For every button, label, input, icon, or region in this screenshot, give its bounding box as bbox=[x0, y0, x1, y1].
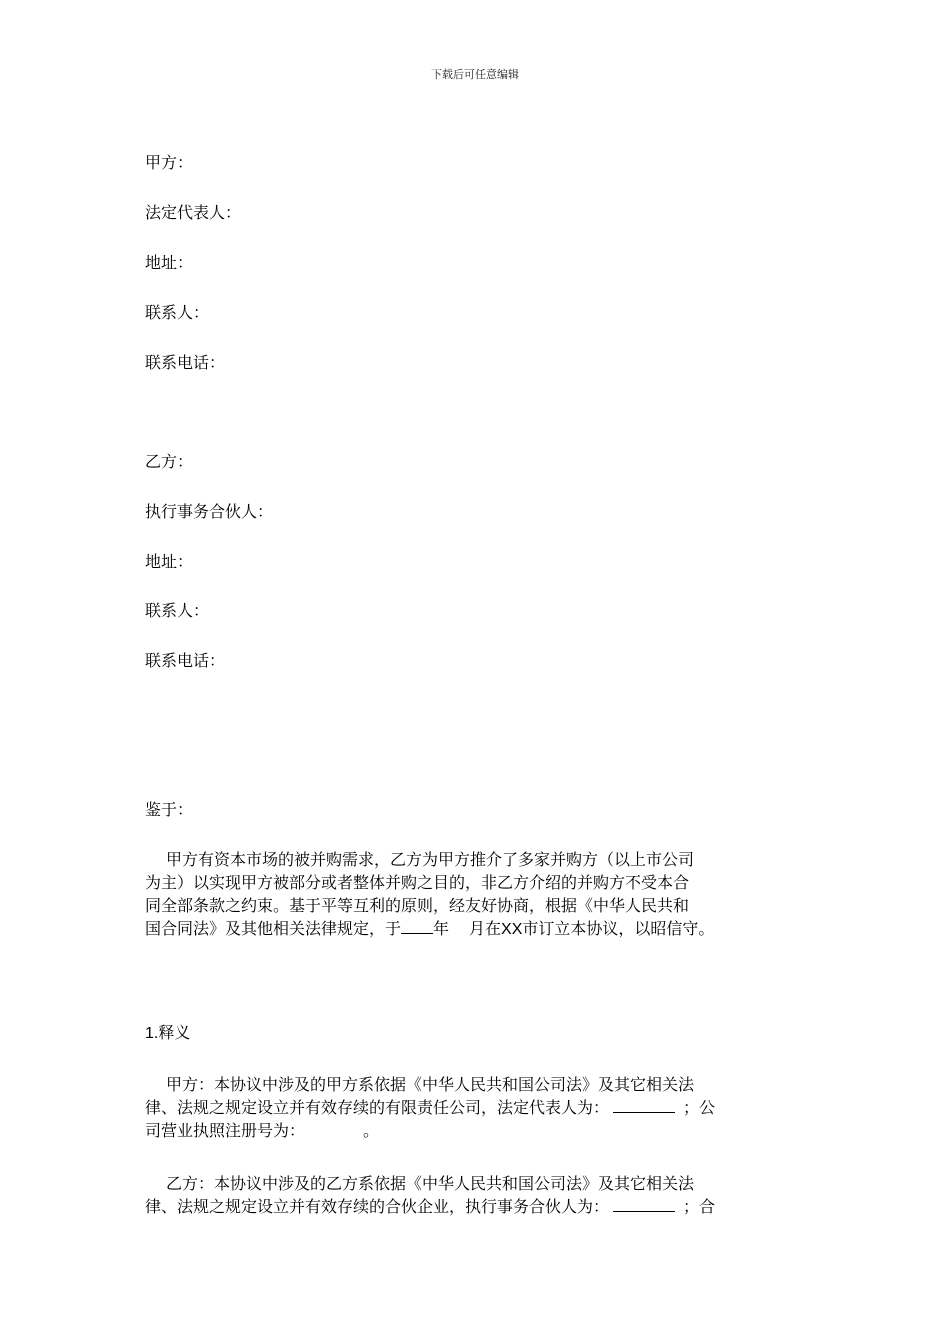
whereas-line-4-a: 国合同法》及其他相关法律规定，于 bbox=[145, 919, 402, 938]
party-b-phone: 联系电话： bbox=[145, 651, 226, 670]
party-b-address: 地址： bbox=[145, 552, 194, 571]
whereas-line-4 bbox=[145, 917, 815, 940]
page-header: 下载后可任意编辑 bbox=[431, 68, 519, 81]
def-a-line-2-a: 律、法规之规定设立并有效存续的有限责任公司，法定代表人为： bbox=[145, 1098, 610, 1117]
def-b-line-2-a: 律、法规之规定设立并有效存续的合伙企业，执行事务合伙人为： bbox=[145, 1197, 610, 1216]
section-1-number: 1. bbox=[145, 1025, 159, 1042]
section-1-text: 释义 bbox=[158, 1023, 191, 1042]
whereas-title: 鉴于： bbox=[145, 800, 194, 819]
exec-partner-blank bbox=[613, 1195, 675, 1212]
whereas-line-2: 为主）以实现甲方被部分或者整体并购之目的，非乙方介绍的并购方不受本合 bbox=[145, 873, 690, 892]
legal-rep-blank bbox=[613, 1096, 675, 1113]
whereas-line-4-d: 市订立本协议，以昭信守。 bbox=[522, 919, 715, 938]
whereas-month-word: 月在 bbox=[469, 919, 502, 938]
party-a-legal-rep: 法定代表人： bbox=[145, 203, 242, 222]
party-a-address: 地址： bbox=[145, 253, 194, 272]
whereas-paragraph bbox=[145, 848, 815, 940]
def-a-line-3-b: 。 bbox=[363, 1121, 380, 1140]
def-b-line-1: 乙方：本协议中涉及的乙方系依据《中华人民共和国公司法》及其它相关法 bbox=[166, 1174, 695, 1193]
def-b-line-2-b: ；合 bbox=[683, 1197, 716, 1216]
party-a-phone: 联系电话： bbox=[145, 353, 226, 372]
whereas-year-word: 年 bbox=[433, 919, 450, 938]
definition-party-a bbox=[145, 1073, 815, 1142]
party-a-contact: 联系人： bbox=[145, 303, 210, 322]
definition-party-b bbox=[145, 1172, 815, 1218]
def-a-line-3 bbox=[145, 1119, 815, 1142]
def-a-line-3-a: 司营业执照注册号为： bbox=[145, 1121, 306, 1140]
whereas-city-xx: XX bbox=[501, 921, 523, 938]
year-blank bbox=[401, 917, 433, 934]
def-a-line-2 bbox=[145, 1096, 815, 1119]
party-b-label: 乙方： bbox=[145, 452, 194, 471]
party-b-exec-partner: 执行事务合伙人： bbox=[145, 502, 274, 521]
def-a-line-2-b: ；公 bbox=[683, 1098, 716, 1117]
whereas-line-1: 甲方有资本市场的被并购需求，乙方为甲方推介了多家并购方（以上市公司 bbox=[166, 850, 695, 869]
def-b-line-2 bbox=[145, 1195, 815, 1218]
def-a-line-1: 甲方：本协议中涉及的甲方系依据《中华人民共和国公司法》及其它相关法 bbox=[166, 1075, 695, 1094]
whereas-line-3: 同全部条款之约束。基于平等互利的原则，经友好协商，根据《中华人民共和 bbox=[145, 896, 690, 915]
section-1-title bbox=[145, 1023, 190, 1044]
party-a-label: 甲方： bbox=[145, 153, 194, 172]
party-b-contact: 联系人： bbox=[145, 601, 210, 620]
